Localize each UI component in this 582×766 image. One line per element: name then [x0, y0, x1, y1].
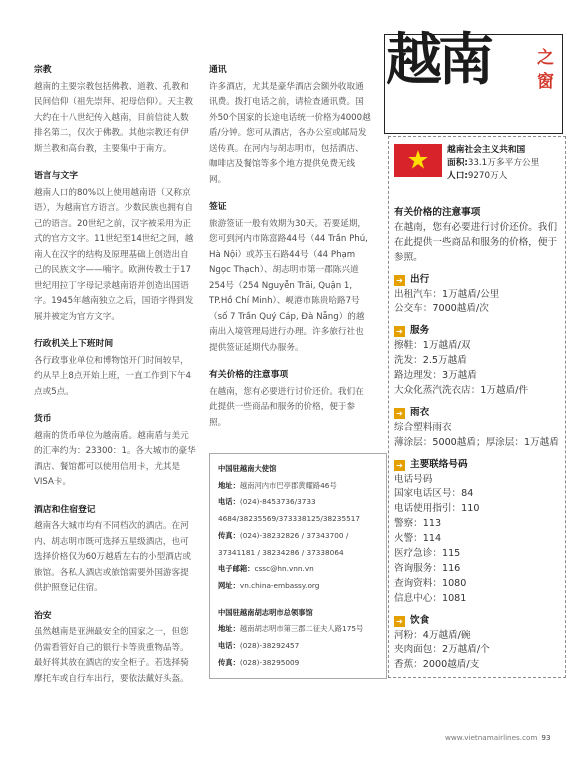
list-item: 大众化蒸汽洗衣店：1万越盾/件: [394, 384, 529, 396]
list-item: 查询资料：1080: [394, 577, 467, 589]
section-contacts: [394, 458, 560, 607]
list-item: 河粉：4万越盾/碗: [394, 629, 471, 641]
section-communications: [209, 63, 372, 188]
embassy-phone: 电话：(024)-8453736/3733 4684/38235569/373338125/38235517: [218, 497, 361, 524]
section-food: [394, 614, 560, 674]
section-heading: 雨衣: [410, 406, 430, 418]
page-footer: [445, 733, 551, 742]
section-heading: 出行: [410, 273, 430, 285]
section-body: 在越南，您有必要进行讨价还价。我们在此提供一些商品和服务的价格，便于参照。: [209, 386, 364, 428]
list-item: 国家电话区号：84: [394, 488, 474, 500]
list-item: 擦鞋：1万越盾/双: [394, 340, 471, 352]
title-accent: 之: [537, 48, 554, 68]
list-item: 出租汽车：1万越盾/公里: [394, 288, 500, 300]
list-item: 信息中心：1081: [394, 592, 467, 604]
section-body: 旅游签证一般有效期为30天。若要延期，您可到河内市陈富路44号（44 Trần Phú, Hà Nội）或苏玉石路44号（44 Phạm Ngọc Thạch）、胡志明市第一郡陈兴道254号（254 Nguyễn Trãi, Quận 1, TP.Hồ Chí Minh）、岘港市陈贵哈路7号（số 7 Trần Quý Cáp, Đà Nẵng）的越南出入境管理局进行办理。许多旅行社也提供签证延期代办服务。: [209, 218, 368, 353]
list-item: 香蕉：2000越盾/支: [394, 659, 480, 671]
section-heading: 酒店和住宿登记: [34, 504, 96, 515]
arrow-right-icon: ➔: [394, 460, 405, 471]
page-number: 93: [541, 733, 551, 742]
country-population: 人口:9270万人: [447, 171, 508, 182]
list-item: 医疗急诊：115: [394, 548, 461, 560]
section-heading: 有关价格的注意事项: [209, 370, 289, 380]
section-heading: 服务: [410, 325, 430, 337]
section-office-hours: [34, 337, 196, 400]
list-item: 电话号码: [394, 473, 433, 485]
left-column: [34, 63, 196, 699]
section-heading: 语言与文字: [34, 171, 78, 181]
section-body: 越南的主要宗教包括佛教、道教、孔教和民间信仰（祖先崇拜、祀母信仰）。天主教大约在十八世纪传入越南，目前信徒人数排名第二，仅次于佛教。其他宗教还有伊斯兰教和高台教，主要集中于南方。: [34, 81, 193, 154]
embassy-email: 电子邮箱：cssc@hn.vnn.vn: [218, 564, 314, 574]
section-heading: 通讯: [209, 65, 227, 75]
section-heading: 饮食: [410, 614, 430, 626]
consulate-title: 中国驻越南胡志明市总领事馆: [218, 607, 313, 617]
section-heading: 行政机关上下班时间: [34, 339, 114, 349]
section-heading: 宗教: [34, 65, 52, 75]
list-item: 薄涂层：5000越盾；厚涂层：1万越盾: [394, 436, 559, 448]
consulate-phone: 电话：(028)-38292457: [218, 641, 300, 651]
section-heading: 签证: [209, 202, 227, 212]
section-price-note: [209, 368, 372, 431]
vietnam-flag-icon: [394, 144, 442, 177]
embassy-title: 中国驻越南大使馆: [218, 464, 277, 473]
section-heading: 主要联络号码: [410, 458, 468, 470]
consulate-address: 地址：越南胡志明市第三郡二征夫人路175号: [218, 624, 364, 634]
website-link[interactable]: www.vietnamairlines.com: [445, 733, 538, 742]
price-note: [394, 206, 560, 266]
price-note-heading: 有关价格的注意事项: [394, 207, 481, 218]
section-body: 越南各大城市均有不同档次的酒店。在河内、胡志明市既可选择五星级酒店，也可选择价格仅为60万越盾左右的小型酒店或旅馆。各私人酒店或旅馆需要外国游客提供护照登记住宿。: [34, 521, 192, 593]
consulate-fax: 传真：(028)-38295009: [218, 657, 300, 667]
section-body: 越南的货币单位为越南盾。越南盾与美元的汇率约为：23300：1。各大城市的豪华酒店、餐馆都可以使用信用卡，尤其是VISA卡。: [34, 430, 196, 487]
list-item: 火警：114: [394, 533, 442, 545]
section-body: 许多酒店，尤其是豪华酒店会额外收取通讯费。拨打电话之前，请检查通讯费。国外50个国家的长途电话统一价格为4000越盾/分钟。您可从酒店，各办公室或邮局发送传真。在河内与胡志明市，包括酒店、咖啡店及餐馆等多个地方提供免费无线网。: [209, 81, 371, 185]
section-hotels: [34, 503, 196, 597]
section-heading: 货币: [34, 414, 52, 424]
section-heading: 治安: [34, 610, 52, 621]
country-name: 越南社会主义共和国: [447, 145, 526, 155]
country-info: [447, 144, 539, 184]
price-note-body: 在越南，您有必要进行讨价还价。我们在此提供一些商品和服务的价格，便于参照。: [394, 221, 558, 263]
list-item: 公交车：7000越盾/次: [394, 303, 489, 315]
country-area: 面积:33.1万多平方公里: [447, 158, 540, 169]
section-visa: [209, 200, 372, 356]
section-language: [34, 169, 196, 325]
list-item: 综合塑料雨衣: [394, 421, 452, 433]
list-item: 警察：113: [394, 518, 442, 530]
arrow-right-icon: ➔: [394, 275, 405, 286]
section-transport: [394, 273, 560, 318]
section-security: [34, 609, 196, 688]
arrow-right-icon: ➔: [394, 408, 405, 419]
embassy-fax: 传真：(024)-38232826 / 37343700 / 37341181 / 38234286 / 37338064: [218, 530, 349, 557]
arrow-right-icon: ➔: [394, 326, 405, 337]
middle-column: [209, 63, 372, 679]
list-item: 电话使用指引：110: [394, 503, 480, 515]
section-body: 越南人口的80%以上使用越南语（又称京语），为越南官方语言。少数民族也拥有自己的语言。20世纪之前，汉字被采用为正式的官方文字。11世纪至14世纪之间，越南人在汉字的结构及原理基础上创造出自己的民族文字——喃字。欧洲传教士于17世纪用拉丁字母记录越南语并创造出国语字。1945年越南独立之后，国语字得到发展并被定为官方文字。: [34, 187, 194, 322]
title-accent: 窗: [537, 72, 554, 92]
embassy-website: 网址：vn.china-embassy.org: [218, 580, 320, 590]
page-title: 越南: [386, 27, 490, 93]
section-body: 各行政事业单位和博物馆开门时间较早，约从早上8点开始上班，一直工作到下午4点或5点。: [34, 355, 192, 397]
list-item: 路边理发：3万越盾: [394, 370, 477, 382]
section-currency: [34, 412, 196, 491]
list-item: 洗发：2.5万越盾: [394, 355, 467, 367]
list-item: 夹肉面包：2万越盾/个: [394, 644, 490, 656]
section-body: 虽然越南是亚洲最安全的国家之一，但您仍需看管好自己的银行卡等贵重物品等。最好将其放在酒店的安全柜子。若选择骑摩托车或自行车出行，要依法戴好头盔。: [34, 627, 189, 684]
section-raincoat: [394, 406, 560, 451]
embassy-address: 地址：越南河内市巴亭郡黄耀路46号: [218, 480, 337, 490]
list-item: 咨询服务：116: [394, 562, 461, 574]
section-religion: [34, 63, 196, 157]
price-guide: [394, 206, 560, 680]
embassy-box: [209, 453, 387, 679]
arrow-right-icon: ➔: [394, 616, 405, 627]
section-services: [394, 324, 560, 399]
